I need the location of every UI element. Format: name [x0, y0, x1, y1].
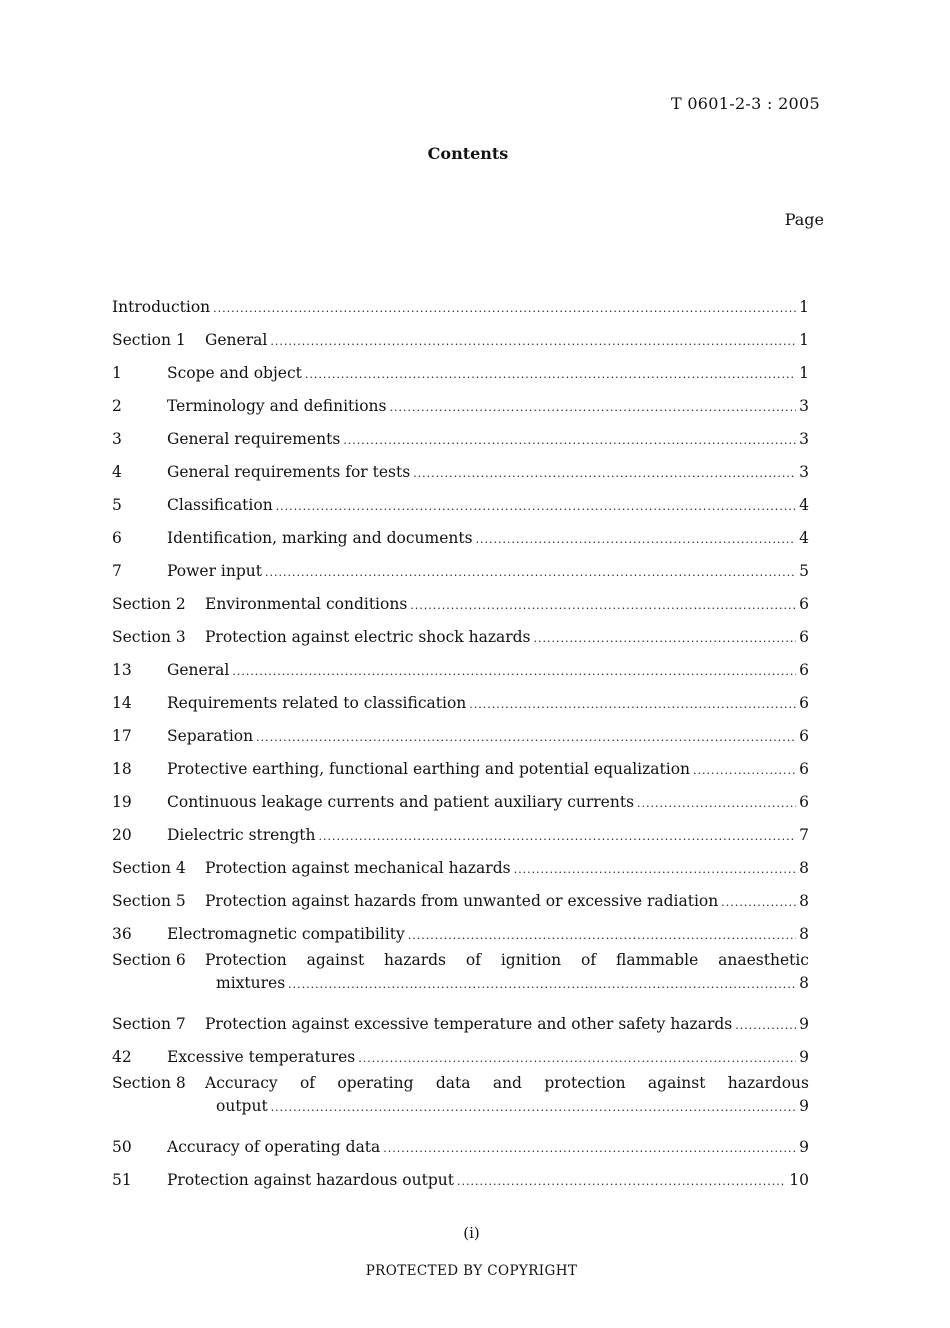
toc-section-number: Section 5	[112, 892, 186, 910]
dot-leader	[457, 1170, 786, 1190]
toc-entry[interactable]	[112, 614, 809, 647]
toc-entry[interactable]	[112, 746, 809, 779]
toc-clause-number: 5	[112, 496, 122, 514]
toc-entry-title: General	[205, 331, 268, 349]
dot-leader	[735, 1014, 796, 1034]
toc-entry[interactable]	[112, 911, 809, 944]
toc-page-number: 9	[799, 1138, 809, 1156]
toc-page-number: 8	[799, 859, 809, 877]
toc-entry-title: output	[216, 1097, 268, 1115]
toc-page-number: 9	[799, 1015, 809, 1033]
toc-entry[interactable]	[112, 416, 809, 449]
toc-page-number: 8	[799, 892, 809, 910]
dot-leader	[413, 462, 796, 482]
toc-entry-title: Identification, marking and documents	[167, 529, 473, 547]
toc-entry-title: Continuous leakage currents and patient auxiliary currents	[167, 793, 635, 811]
dot-leader	[389, 396, 796, 416]
toc-entry[interactable]	[112, 647, 809, 680]
toc-entry-title: Power input	[167, 562, 262, 580]
toc-entry[interactable]	[112, 482, 809, 515]
dot-leader	[383, 1137, 796, 1157]
toc-entry-title: Scope and object	[167, 364, 302, 382]
toc-entry-title: General	[167, 661, 230, 679]
toc-clause-number: 17	[112, 727, 132, 745]
copyright-notice: PROTECTED BY COPYRIGHT	[365, 1263, 578, 1279]
toc-entry[interactable]	[112, 878, 809, 911]
toc-section-number: Section 6	[112, 951, 186, 969]
dot-leader	[232, 660, 796, 680]
toc-entry[interactable]	[112, 1001, 809, 1034]
toc-section-number: Section 1	[112, 331, 186, 349]
toc-section-number: Section 7	[112, 1015, 186, 1033]
toc-entry-title: Protection against electric shock hazards	[205, 628, 531, 646]
toc-clause-number: 20	[112, 826, 132, 844]
toc-page-number: 6	[799, 661, 809, 679]
toc-entry[interactable]	[112, 680, 809, 713]
table-of-contents	[112, 284, 809, 1190]
toc-page-number: 3	[799, 430, 809, 448]
dot-leader	[265, 561, 796, 581]
toc-entry-title: Excessive temperatures	[167, 1048, 356, 1066]
toc-entry[interactable]	[112, 383, 809, 416]
toc-entry-title: Separation	[167, 727, 254, 745]
toc-page-number: 6	[799, 595, 809, 613]
dot-leader	[270, 330, 796, 350]
toc-clause-number: 50	[112, 1138, 132, 1156]
toc-page-number: 4	[799, 529, 809, 547]
toc-page-number: 6	[799, 760, 809, 778]
document-number: T 0601-2-3 : 2005	[670, 94, 820, 113]
toc-entry[interactable]	[112, 713, 809, 746]
toc-entry-title: Protection against mechanical hazards	[205, 859, 511, 877]
dot-leader	[410, 594, 796, 614]
dot-leader	[721, 891, 796, 911]
toc-entry-title: Protective earthing, functional earthing and potential equalization	[167, 760, 691, 778]
toc-entry-title: mixtures	[216, 974, 286, 992]
toc-entry[interactable]	[112, 317, 809, 350]
toc-entry[interactable]	[112, 548, 809, 581]
toc-page-number: 3	[799, 397, 809, 415]
toc-entry-title: Requirements related to classification	[167, 694, 467, 712]
dot-leader	[213, 297, 796, 317]
toc-entry-title: Protection against hazardous output	[167, 1171, 454, 1189]
toc-page-number: 4	[799, 496, 809, 514]
toc-entry[interactable]	[112, 1034, 809, 1067]
dot-leader	[514, 858, 797, 878]
toc-entry[interactable]	[112, 581, 809, 614]
toc-entry-title: General requirements for tests	[167, 463, 411, 481]
dot-leader	[288, 973, 796, 993]
toc-page-number: 9	[799, 1048, 809, 1066]
toc-section-number: Section 3	[112, 628, 186, 646]
dot-leader	[256, 726, 796, 746]
toc-entry-title: Protection against excessive temperature and other safety hazards	[205, 1015, 733, 1033]
toc-page-number: 6	[799, 727, 809, 745]
toc-clause-number: 3	[112, 430, 122, 448]
toc-clause-number: 6	[112, 529, 122, 547]
toc-page-number: 3	[799, 463, 809, 481]
toc-clause-number: 14	[112, 694, 132, 712]
toc-clause-number: 13	[112, 661, 132, 679]
toc-entry-title: Accuracy of operating data	[167, 1138, 381, 1156]
toc-entry[interactable]	[112, 845, 809, 878]
toc-page-number: 10	[789, 1171, 809, 1189]
toc-entry[interactable]	[112, 812, 809, 845]
dot-leader	[358, 1047, 796, 1067]
dot-leader	[534, 627, 797, 647]
toc-page-number: 7	[799, 826, 809, 844]
toc-entry[interactable]	[112, 515, 809, 548]
toc-page-number: 6	[799, 694, 809, 712]
toc-entry[interactable]	[112, 1124, 809, 1157]
toc-entry[interactable]	[112, 449, 809, 482]
toc-clause-number: 18	[112, 760, 132, 778]
dot-leader	[305, 363, 796, 383]
toc-section-number: Section 4	[112, 859, 186, 877]
toc-entry[interactable]	[112, 944, 809, 1001]
toc-entry-title: Classification	[167, 496, 273, 514]
toc-clause-number: 4	[112, 463, 122, 481]
dot-leader	[476, 528, 797, 548]
toc-entry-title: Protection against hazards from unwanted or excessive radiation	[205, 892, 719, 910]
toc-section-number: Section 2	[112, 595, 186, 613]
toc-entry-title: Accuracy of operating data and protection against hazardous	[205, 1074, 809, 1092]
toc-entry-title: General requirements	[167, 430, 341, 448]
dot-leader	[318, 825, 796, 845]
toc-entry-title: Introduction	[112, 298, 211, 316]
dot-leader	[469, 693, 796, 713]
toc-entry[interactable]	[112, 1157, 809, 1190]
page-number: (i)	[463, 1224, 480, 1242]
toc-clause-number: 1	[112, 364, 122, 382]
dot-leader	[693, 759, 796, 779]
toc-entry-title: Protection against hazards of ignition of flammable anaesthetic	[205, 951, 809, 969]
toc-page-number: 8	[799, 974, 809, 992]
toc-entry[interactable]	[112, 779, 809, 812]
toc-page-number: 8	[799, 925, 809, 943]
toc-page-number: 1	[799, 298, 809, 316]
dot-leader	[271, 1096, 796, 1116]
toc-page-number: 5	[799, 562, 809, 580]
toc-clause-number: 42	[112, 1048, 132, 1066]
dot-leader	[276, 495, 796, 515]
dot-leader	[343, 429, 796, 449]
dot-leader	[408, 924, 796, 944]
toc-entry[interactable]	[112, 284, 809, 317]
toc-page-number: 6	[799, 793, 809, 811]
toc-entry-title: Terminology and definitions	[167, 397, 387, 415]
toc-entry-title: Dielectric strength	[167, 826, 316, 844]
toc-page-number: 6	[799, 628, 809, 646]
toc-entry-title: Environmental conditions	[205, 595, 408, 613]
dot-leader	[637, 792, 796, 812]
toc-clause-number: 19	[112, 793, 132, 811]
toc-entry-title: Electromagnetic compatibility	[167, 925, 405, 943]
toc-entry[interactable]	[112, 350, 809, 383]
toc-section-number: Section 8	[112, 1074, 186, 1092]
toc-entry[interactable]	[112, 1067, 809, 1124]
toc-clause-number: 51	[112, 1171, 132, 1189]
contents-title: Contents	[427, 144, 509, 163]
toc-page-number: 1	[799, 331, 809, 349]
toc-page-number: 9	[799, 1097, 809, 1115]
toc-clause-number: 36	[112, 925, 132, 943]
toc-page-number: 1	[799, 364, 809, 382]
toc-clause-number: 2	[112, 397, 122, 415]
toc-clause-number: 7	[112, 562, 122, 580]
page-column-header: Page	[784, 210, 824, 229]
